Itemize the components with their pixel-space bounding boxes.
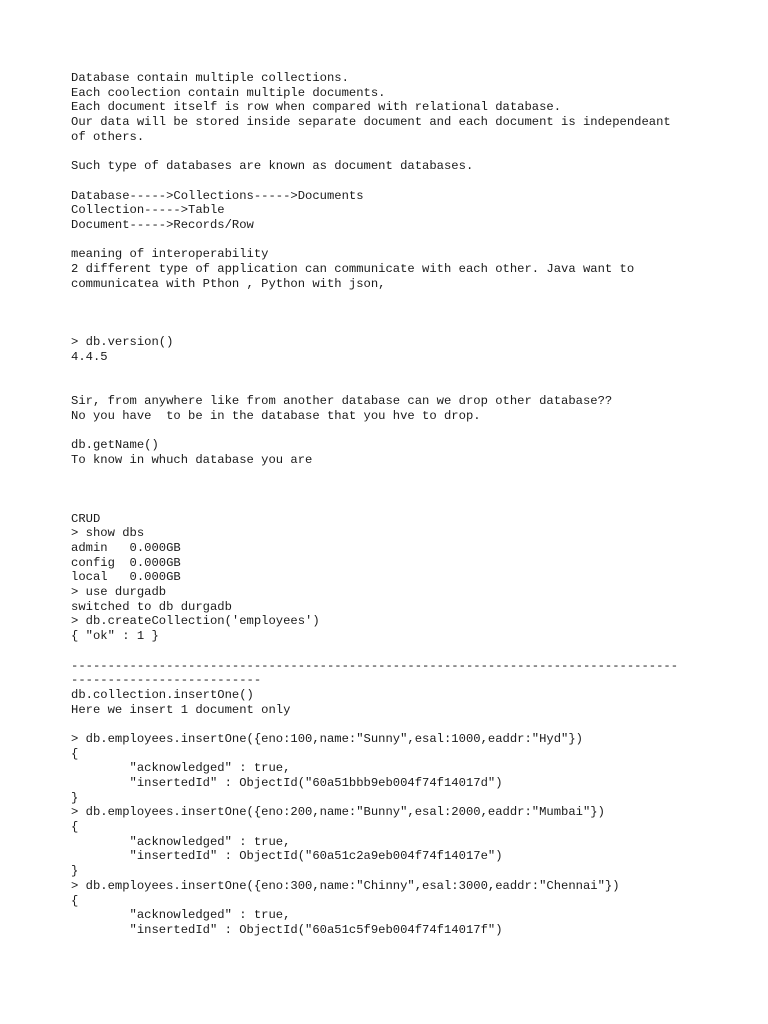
text-line: "acknowledged" : true, xyxy=(71,834,291,849)
text-line xyxy=(71,497,761,512)
text-line: ----------------------------------------------------------------------------------- xyxy=(71,658,679,673)
text-line: admin 0.000GB xyxy=(71,541,181,555)
text-line xyxy=(71,717,761,732)
text-line xyxy=(71,365,761,380)
text-line xyxy=(71,482,761,497)
text-line: switched to db durgadb xyxy=(71,599,232,614)
text-line: CRUD xyxy=(71,511,101,526)
text-line: -------------------------- xyxy=(71,673,262,688)
text-line: 2 different type of application can communicate with each other. Java want to xyxy=(71,261,635,276)
text-line: 4.4.5 xyxy=(71,350,108,365)
text-line xyxy=(71,468,761,483)
text-line: Database----->Collections----->Documents xyxy=(71,188,364,203)
text-line xyxy=(71,321,761,336)
text-line: { xyxy=(71,820,79,835)
text-line: > db.employees.insertOne({eno:300,name:"Chinny",esal:3000,eaddr:"Chennai"}) xyxy=(71,878,620,893)
text-line xyxy=(71,379,761,394)
text-line: "insertedId" : ObjectId("60a51c5f9eb004f74f14017f") xyxy=(71,922,503,937)
text-line xyxy=(71,306,761,321)
text-line: db.collection.insertOne() xyxy=(71,687,254,702)
text-line xyxy=(71,233,761,248)
text-line: } xyxy=(71,790,79,805)
text-line xyxy=(71,144,761,159)
text-line: { "ok" : 1 } xyxy=(71,629,159,644)
text-line: > db.employees.insertOne({eno:200,name:"Bunny",esal:2000,eaddr:"Mumbai"}) xyxy=(71,805,605,820)
text-line: Collection----->Table xyxy=(71,203,225,218)
text-line: { xyxy=(71,746,79,761)
text-line: "acknowledged" : true, xyxy=(71,908,291,923)
text-line: Here we insert 1 document only xyxy=(71,702,291,717)
text-line: config 0.000GB xyxy=(71,555,181,570)
text-line: meaning of interoperability xyxy=(71,247,269,262)
text-line: } xyxy=(71,864,79,879)
text-line: > show dbs xyxy=(71,526,145,541)
text-line xyxy=(71,291,761,306)
text-line: Each document itself is row when compared with relational database. xyxy=(71,100,562,115)
text-line: > use durgadb xyxy=(71,585,167,600)
text-line: Such type of databases are known as document databases. xyxy=(71,159,474,174)
text-line: "acknowledged" : true, xyxy=(71,761,291,776)
text-line: "insertedId" : ObjectId("60a51c2a9eb004f74f14017e") xyxy=(71,849,503,864)
text-line: Sir, from anywhere like from another database can we drop other database?? xyxy=(71,394,613,409)
document-page xyxy=(71,71,761,938)
text-line: { xyxy=(71,893,79,908)
text-line: db.getName() xyxy=(71,438,159,453)
text-line: To know in whuch database you are xyxy=(71,452,313,467)
text-line: Document----->Records/Row xyxy=(71,217,254,232)
text-line xyxy=(71,644,761,659)
text-line xyxy=(71,424,761,439)
text-line: > db.version() xyxy=(71,335,174,350)
text-line: of others. xyxy=(71,129,145,144)
text-line: Our data will be stored inside separate document and each document is independeant xyxy=(71,115,671,130)
text-line: Database contain multiple collections. xyxy=(71,71,349,85)
text-line: local 0.000GB xyxy=(71,570,181,585)
text-line: > db.createCollection('employees') xyxy=(71,614,320,629)
text-line xyxy=(71,174,761,189)
text-line: communicatea with Pthon , Python with json, xyxy=(71,276,386,291)
text-line: > db.employees.insertOne({eno:100,name:"Sunny",esal:1000,eaddr:"Hyd"}) xyxy=(71,731,583,746)
text-line: Each coolection contain multiple documents. xyxy=(71,85,386,100)
text-line: "insertedId" : ObjectId("60a51bbb9eb004f74f14017d") xyxy=(71,776,503,790)
text-line: No you have to be in the database that you hve to drop. xyxy=(71,408,481,423)
